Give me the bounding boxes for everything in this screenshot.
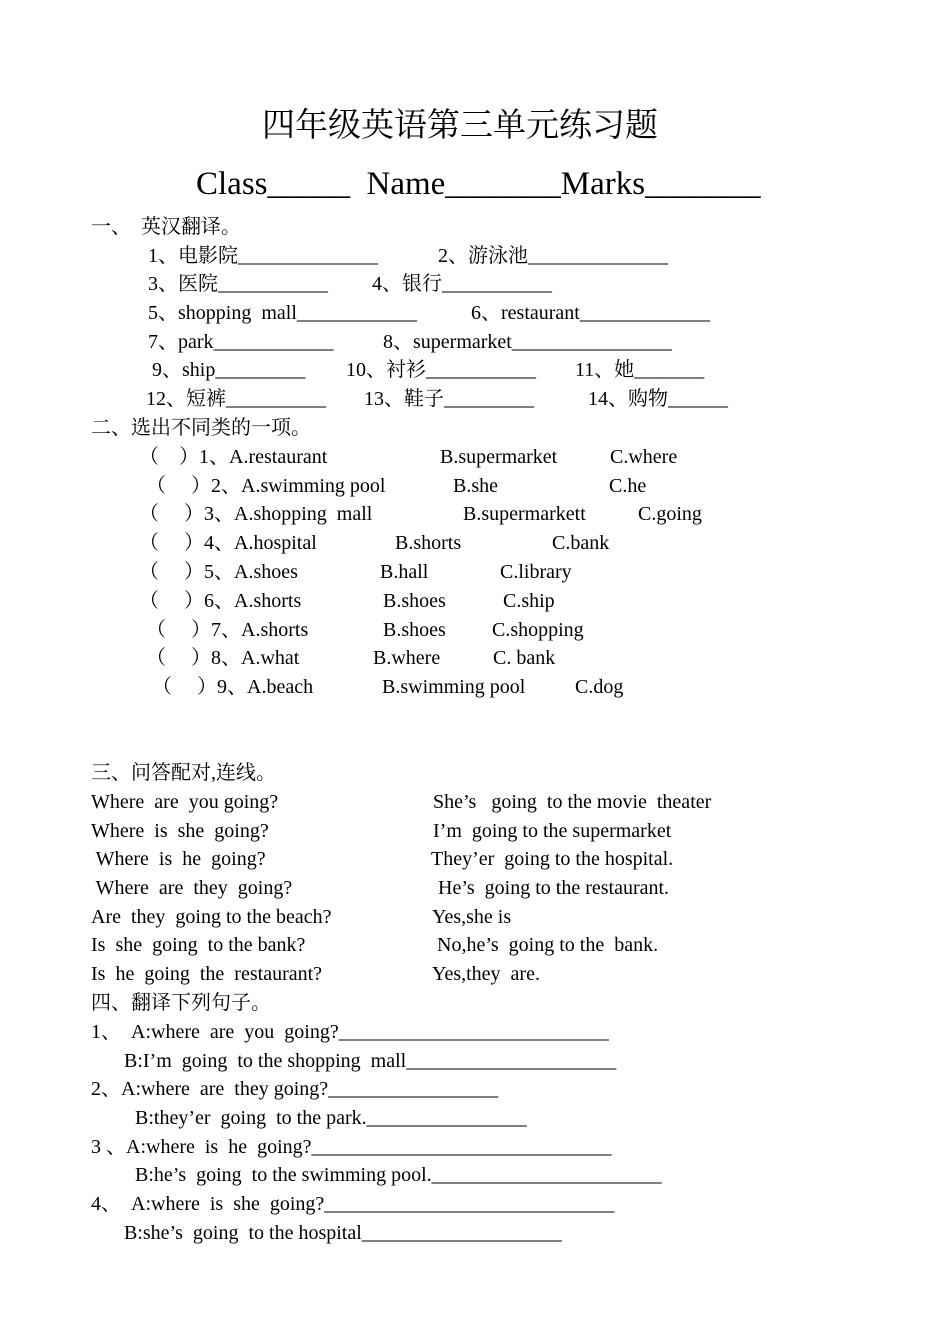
s4-line-1: 1、 A:where are you going?___________________________ xyxy=(91,1021,609,1043)
s2-q8-option-b: B.where xyxy=(373,647,441,669)
s1-item-1: 1、电影院______________ xyxy=(148,245,378,267)
s1-item-14: 14、购物______ xyxy=(588,388,728,410)
section4-heading: 四、翻译下列句子。 xyxy=(91,992,271,1014)
s2-q7-option-b: B.shoes xyxy=(383,619,446,641)
s4-line-4: B:they’er going to the park.________________ xyxy=(135,1107,527,1129)
s3-question-3: Where is he going? xyxy=(91,848,266,870)
s2-q3-option-a: （ ）3、A.shopping mall xyxy=(139,503,373,525)
s1-item-9: 9、ship_________ xyxy=(152,359,306,381)
s1-item-8: 8、supermarket________________ xyxy=(383,331,672,353)
s3-answer-3: They’er going to the hospital. xyxy=(431,848,674,870)
s3-answer-2: I’m going to the supermarket xyxy=(433,820,672,842)
s2-q8-option-c: C. bank xyxy=(493,647,556,669)
section2-heading: 二、选出不同类的一项。 xyxy=(91,417,311,439)
s3-question-2: Where is she going? xyxy=(91,820,269,842)
s2-q4-option-b: B.shorts xyxy=(395,532,462,554)
section3-heading: 三、问答配对,连线。 xyxy=(91,762,276,784)
s2-q7-option-a: （ ）7、A.shorts xyxy=(146,619,309,641)
s2-q6-option-b: B.shoes xyxy=(383,590,446,612)
s4-line-8: B:she’s going to the hospital____________________ xyxy=(124,1222,562,1244)
s1-item-3: 3、医院___________ xyxy=(148,273,328,295)
s2-q3-option-b: B.supermarkett xyxy=(463,503,586,525)
s3-answer-7: Yes,they are. xyxy=(432,963,540,985)
s2-q6-option-c: C.ship xyxy=(503,590,555,612)
s2-q5-option-c: C.library xyxy=(500,561,572,583)
s2-q3-option-c: C.going xyxy=(638,503,702,525)
s3-answer-6: No,he’s going to the bank. xyxy=(432,934,659,956)
s3-question-7: Is he going the restaurant? xyxy=(91,963,323,985)
s1-item-2: 2、游泳池______________ xyxy=(438,245,668,267)
s2-q9-option-c: C.dog xyxy=(575,676,624,698)
s1-item-5: 5、shopping mall____________ xyxy=(148,302,417,324)
s2-q7-option-c: C.shopping xyxy=(492,619,584,641)
s2-q5-option-a: （ ）5、A.shoes xyxy=(139,561,298,583)
s2-q1-option-c: C.where xyxy=(610,446,678,468)
s3-question-6: Is she going to the bank? xyxy=(91,934,306,956)
s2-q1-option-a: （ ）1、A.restaurant xyxy=(139,446,328,468)
s4-line-6: B:he’s going to the swimming pool._______________________ xyxy=(135,1164,662,1186)
page-title: 四年级英语第三单元练习题 xyxy=(262,108,658,144)
s3-answer-1: She’s going to the movie theater xyxy=(433,791,712,813)
s2-q6-option-a: （ ）6、A.shorts xyxy=(139,590,302,612)
s2-q2-option-c: C.he xyxy=(609,475,647,497)
s1-item-13: 13、鞋子_________ xyxy=(364,388,534,410)
s1-item-12: 12、短裤__________ xyxy=(146,388,326,410)
s2-q9-option-a: （ ）9、A.beach xyxy=(152,676,314,698)
s2-q4-option-a: （ ）4、A.hospital xyxy=(139,532,317,554)
s1-item-10: 10、衬衫___________ xyxy=(346,359,536,381)
section1-heading: 一、 英汉翻译。 xyxy=(91,216,241,238)
s4-line-7: 4、 A:where is she going?_____________________________ xyxy=(91,1193,615,1215)
class-name-marks-line: Class_____ Name_______Marks_______ xyxy=(196,166,761,202)
s2-q8-option-a: （ ）8、A.what xyxy=(146,647,300,669)
s4-line-5: 3 、A:where is he going?______________________________ xyxy=(91,1136,612,1158)
s2-q5-option-b: B.hall xyxy=(380,561,429,583)
s2-q2-option-a: （ ）2、A.swimming pool xyxy=(146,475,386,497)
s4-line-2: B:I’m going to the shopping mall_____________________ xyxy=(124,1050,617,1072)
s3-question-5: Are they going to the beach? xyxy=(91,906,332,928)
s2-q2-option-b: B.she xyxy=(453,475,498,497)
s3-question-4: Where are they going? xyxy=(91,877,293,899)
s3-answer-4: He’s going to the restaurant. xyxy=(433,877,670,899)
s1-item-6: 6、restaurant_____________ xyxy=(471,302,710,324)
s2-q1-option-b: B.supermarket xyxy=(440,446,558,468)
s2-q4-option-c: C.bank xyxy=(552,532,610,554)
s1-item-11: 11、她_______ xyxy=(575,359,705,381)
s1-item-7: 7、park____________ xyxy=(148,331,334,353)
s1-item-4: 4、银行___________ xyxy=(372,273,552,295)
s2-q9-option-b: B.swimming pool xyxy=(382,676,526,698)
s3-answer-5: Yes,she is xyxy=(432,906,512,928)
s4-line-3: 2、A:where are they going?_________________ xyxy=(91,1078,499,1100)
s3-question-1: Where are you going? xyxy=(91,791,279,813)
